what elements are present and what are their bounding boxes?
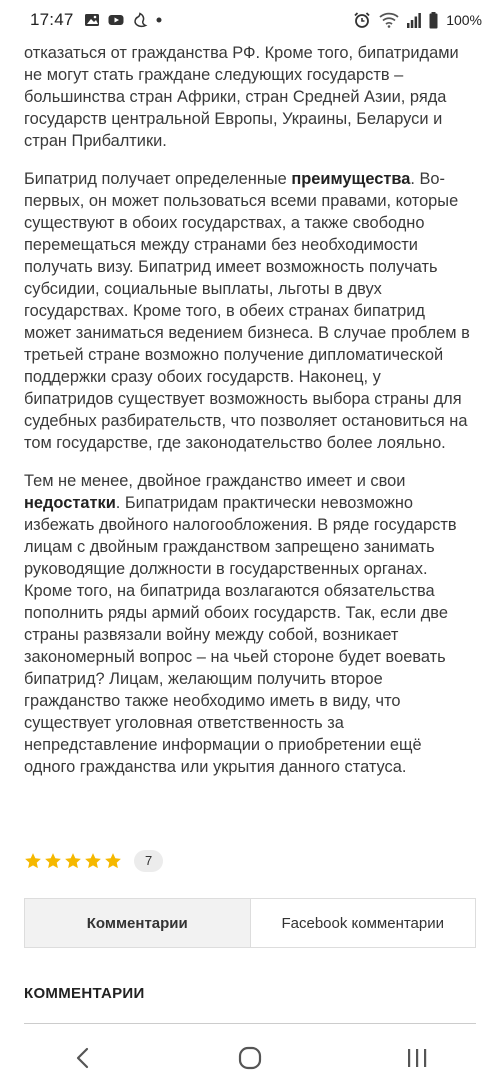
article-paragraph-disadvantages — [24, 470, 472, 778]
advantages-intro: Бипатрид получает определенные — [24, 170, 292, 188]
drawing-app-icon — [132, 12, 148, 28]
disadvantages-text: . Бипатридам практически невозможно избежать двойного налогообложения. В ряде государств лицам с двойным гражданством запрещено занимать руководящие должности в государственных органах. Кроме того, на бипатрида возлагаются обязательства пополнить ряды армий обоих государств. Так, если две страны развязали войну между собой, возникает закономерный вопрос – на чьей стороне будет воевать бипатрид? Лицам, желающим получить второе гражданство также необходимо иметь в виду, что существует уголовная ответственность за непредставление информации о приобретении ещё одного гражданства или укрытия данного статуса. — [24, 494, 457, 776]
recent-apps-button[interactable] — [387, 1038, 447, 1078]
disadvantages-intro: Тем не менее, двойное гражданство имеет и свои — [24, 472, 406, 490]
back-button[interactable] — [53, 1038, 113, 1078]
star-icon[interactable] — [44, 852, 62, 870]
comments-divider — [24, 1023, 476, 1024]
tab-facebook-comments[interactable]: Facebook комментарии — [251, 899, 476, 947]
tab-comments[interactable]: Комментарии — [25, 899, 251, 947]
status-icons-left — [84, 12, 162, 28]
star-icon[interactable] — [64, 852, 82, 870]
article-paragraph-citizenship-restrictions: отказаться от гражданства РФ. Кроме того, бипатридами не могут стать граждане следующих государств – большинства стран Африки, стран Средней Азии, ряда государств центральной Европы, Украины, Беларуси и стран Прибалтики. — [24, 44, 459, 150]
disadvantages-keyword: недостатки — [24, 494, 116, 512]
status-right — [353, 11, 482, 29]
youtube-icon — [108, 12, 124, 28]
home-icon — [238, 1046, 262, 1070]
signal-icon — [407, 12, 421, 28]
article-rating — [24, 850, 163, 872]
star-icon[interactable] — [84, 852, 102, 870]
rating-count-badge: 7 — [134, 850, 163, 872]
star-icon[interactable] — [104, 852, 122, 870]
status-bar — [0, 0, 500, 40]
home-button[interactable] — [220, 1038, 280, 1078]
wifi-icon — [379, 12, 399, 28]
battery-percent: 100% — [446, 12, 482, 28]
system-nav-bar — [0, 1032, 500, 1083]
article-paragraph-advantages — [24, 168, 472, 454]
status-left — [30, 10, 162, 30]
alarm-icon — [353, 11, 371, 29]
advantages-text: . Во-первых, он может пользоваться всеми правами, которые существуют в обоих государствах, а также свободно перемещаться между странами без необходимости получать визу. Бипатрид имеет возможность получать субсидии, социальные выплаты, льготы в двух государствах. Кроме того, в обеих странах бипатрид может заниматься ведением бизнеса. В случае проблем в третьей стране возможно получение дипломатической поддержки сразу обоих государств. Наконец, у бипатридов существует возможность выбора страны для судебных разбирательств, что позволяет остановиться на том государстве, где законодательство более лояльно. — [24, 170, 470, 452]
comments-heading: КОММЕНТАРИИ — [24, 985, 145, 1002]
gallery-icon — [84, 12, 100, 28]
back-icon — [75, 1047, 91, 1069]
status-time: 17:47 — [30, 10, 74, 29]
rating-stars[interactable] — [24, 852, 122, 870]
advantages-keyword: преимущества — [291, 170, 411, 188]
battery-icon — [429, 12, 438, 29]
more-notifications-dot — [156, 17, 162, 23]
comments-tabs — [24, 898, 476, 948]
star-icon[interactable] — [24, 852, 42, 870]
article-body — [24, 42, 472, 794]
recent-apps-icon — [406, 1048, 428, 1068]
